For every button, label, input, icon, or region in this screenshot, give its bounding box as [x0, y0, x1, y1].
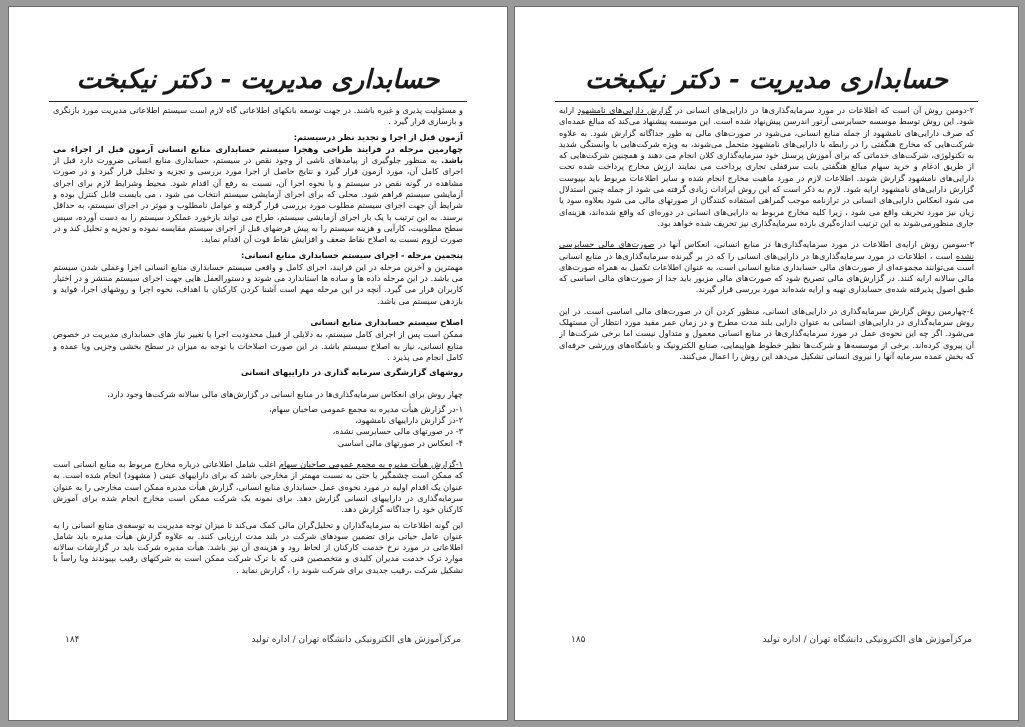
report-paragraph: [53, 459, 463, 515]
page-185: [514, 6, 1019, 721]
list-item: ۲-در گزارش داراییهای نامشهود،: [355, 415, 463, 426]
page-body: [53, 105, 463, 640]
list-item: ۱-در گزارش هیأت مدیره به مجمع عمومی صاحبان سهام،: [269, 403, 463, 414]
method2-lead: ۲-دومین روش آن است که اطلاعات در مورد سرمایه‌گذاری‌ها در دارایی‌های انسانی در: [675, 105, 974, 115]
methods-title: روشهای گزارشگری سرمایه گذاری در داراییهای انسانی: [240, 367, 463, 378]
stage5-title: پنجمین مرحله - اجرای سیستم حسابداری منابع انسانی:: [240, 249, 463, 260]
method2-body: ارایه شود. این روش توسط موسسه حسابرسی آرتور اندرسن پیش‌نهاد شده است. این موسسه پیشنهاد می‌کند که مبالغ عمده‌ای که صرف دارایی‌های نامشهود از جمله منابع انسانی، می‌شود در صورت‌های مالی به طور جداگانه گزارش شود. به علاوه شرکت‌هایی که مخارج هنگفتی را در رابطه با دارایی‌های نامشهود متحمل می‌شوند، به ویژه شرکت‌هایی با وابستگی شدید به تکنولوژی، شرکت‌های خدماتی که برای آموزش پرسنل خود سرمایه‌گذاری کلان انجام می دهند و همچنین شرکت‌هایی که از طریق ادغام و خرید سهام مبالغ هنگفتی بابت سرقفلی تجاری پرداخت می نمایند ارزش مخارج پرداخت شده تحت دارایی‌های نامشهود گزارش شوند. اطلاعات لازم در مورد ماهیت مخارج انجام شده و سایر اطلاعات مربوط باید بپیوست گزارش دارایی‌های نامشهود ارایه شود.: [559, 105, 974, 195]
methods-list: [53, 404, 463, 449]
methods-intro: چهار روش برای انعکاس سرمایه‌گذاری‌ها در منابع انسانی در گزارش‌های مالی سالانه شرکت‌ها وجود دارد،: [107, 388, 463, 399]
reform-body: ممکن است پس از اجرای کامل سیستم، به دلایلی از قبیل محدودیت اجرا یا تغییر نیاز های حسابداری مدیریت در خصوص منابع انسانی، نیاز به اصلاح سیستم باشد. در این صورت اصلاحات با توجه به میزان در سطح بخشی وجزیی ویا عمده و کامل انجام می پذیرد .: [53, 329, 463, 362]
stage4-title: چهارمین مرحله در فرایند طراحی وهجرا سیستم حسابداری منابع انسانی آزمون قبل از اجراء می باشد.: [53, 143, 463, 166]
method3-body: است ، اطلاعات در مورد سرمایه‌گذاری‌ها در دارایی‌های انسانی را که در بر گیرنده سرمایه‌گذاری‌ها در منابع انسانی است می‌توانند مجموعه‌ای از صورت‌های مالی حسابداری منابع انسانی است، به عنوان اطلاعات تکمیل به همراه صورت‌های مالی سالانه ارایه کنند. در گزارش‌های مالی تصریح شود که صورت‌های مالی مزبور باید جدا از صورت‌های مالی اساسی که طبق اصول پذیرفته شده‌ی حسابداری تهیه و ارایه شده‌اند مورد بررسی قرار گیرند.: [559, 250, 974, 295]
reform-title: اصلاح سیستم حسابداری منابع انسانی: [310, 317, 463, 328]
header-divider: [49, 101, 467, 102]
report-body: اغلب شامل اطلاعاتی درباره مخارج مربوط به منابع انسانی است که ممکن است چشمگیر یا حتی به نسبت مهمتر از مخارجی باشد که برای داراییهای عینی ( مشهود) انجام شده است. به عنوان یک اقدام اولیه در مورد نحوه‌ی عمل حسابداری منابع انسانی، گزارش هیأت مدیره ممکن است مخارجی را به عنوان سرمایه‌گذاری در داراییهای انسانی گزارش دهد. برای نمونه یک شرکت ممکن است مخارج انجام شده برای آموزش کارکنان خود را جداگانه گزارش دهد.: [53, 459, 463, 515]
page-number: ۱۸۵: [571, 635, 586, 645]
stage4-body: به منظور جلوگیری از پیامدهای ناشی از وجود نقص در سیستم، حسابداری منابع انسانی ضرورت دارد قبل از اجرای کامل آن، مورد آزمون قرار گیرد و نتایج حاصل از اجرا مورد بررسی و تجزیه و تحلیل قرار گیرد و در صورت مشاهده در گونه نقص در سیستم و یا نحوه اجرا آن، نسبت به رفع آن اقدام شود. محیط وشرایط لازم برای اجرای آزمایشی سیستم فراهم شود. محلی که برای اجرای آزمایشی سیستم انتخاب می شود ، می بایست قابل کنترل بوده و شرایط آن جهت اجرای سیستم مطلوب مورد بررسی قرار گرفته و عوامل نامطلوب و موثر در اجرای سیستم، به حداقل برسند. به این ترتیب با یک بار اجرای آزمایشی سیستم، طراح می تواند بازخورد عملکرد سیستم را به دست آورده، سپس سطح مطلوبیت، کارآیی و هزینه سیستم را به پیش فرضهای قبل از اجرای سیستم مقایسه نموده و تجزیه و تحلیل کند و در صورت لزوم نسبت به اصلاح نقاط ضعف و افزایش نقاط قوت آن اقدام نماید.: [53, 155, 463, 245]
stage5-body: مهمترین و آخرین مرحله در این فرایند، اجرای کامل و واقعی سیستم حسابداری منابع انسانی اجرا وعملی شدن سیستم می باشد. در این مرحله داده ها و ساده ها استاندارد می شوند و دستورالعمل هایی جهت اجرای سیستم منتشر و در اختیار کاربران قرار می گیرد. آنچه در این مرحله مهم است آشنا کردن کارکنان با اهداف، نحوه اجرا و روشهای اجرا، فواید و بازدهی سیستم می باشد.: [53, 261, 463, 306]
footer-text: مرکزآموزش های الکترونیکی دانشگاه تهران / اداره تولید: [762, 635, 972, 645]
page-184: [8, 6, 508, 721]
page-header: حسابداری مدیریت - دکتر نیکبخت: [76, 65, 440, 95]
footer-text: مرکزآموزش های الکترونیکی دانشگاه تهران / اداره تولید: [251, 635, 461, 645]
report-body-2: این گونه اطلاعات به سرمایه‌گذاران و تحلیل‌گران مالی کمک می‌کند تا میزان توجه مدیریت به توسعه‌ی منابع انسانی را به عنوان عامل حیاتی برای تضمین سودهای شرکت در بلند مدت ارزیابی کنند. به علاوه گزارش هیأت مدیره باید شامل اطلاعاتی در مورد نرخ خدمت کارکنان از لحاظ رود و هزینه‌ی آن نیز باشد. هیأت مدیره شرکت باید در گزارشات سالانه موارد ترک خدمت مدیران کلیدی و متخصصین فنی که با ترک شرکت ممکن است به شرکتهای رقیب بپیوندند ویا راساً با تشکیل شرکت ،رقیب جدیدی برای شرکت شوند را ، گزارش نماید .: [53, 519, 463, 575]
header-divider: [555, 101, 978, 102]
list-item: ۴- انعکاس در صورتهای مالی اساسی: [337, 437, 463, 448]
method4-paragraph: ٤-چهارمین روش گزارش سرمایه‌گذاری در دارایی‌های انسانی، منظور کردن آن در صورت‌های مالی اساسی است. در این روش سرمایه‌گذاری در دارایی‌های انسانی به عنوان دارایی بلند مدت مطرح و در زمان عمر مفید مورد انتظار آن مستهلک می‌شود. اگر چه این نحوه‌ی عمل در مورد سرمایه‌گذاری‌ها در منابع انسانی معمول و متداول نیست اما برخی شرکت‌ها از آن پیروی کرده‌اند. برخی از موسسه‌ها و شرکت‌ها نظیر خطوط هواپیمایی، صنایع الکترونیک و باشگاه‌های ورزشی حرفه‌ای که بخش عمده سرمایه آنها را نیروی انسانی تشکیل می‌دهد این روش را اعمال می‌کنند.: [559, 305, 974, 361]
stage4-paragraph: [53, 144, 463, 246]
page-header: حسابداری مدیریت - دکتر نیکبخت: [585, 65, 948, 95]
page-number: ۱۸۴: [65, 635, 80, 645]
intro-paragraph: و مسئولیت پذیری و غیره باشند. در جهت توسعه بانکهای اطلاعاتی گاه لازم است سیستم اطلاعاتی مدیریت مورد بازنگری و بازسازی قرار گیرد .: [53, 105, 463, 127]
method2-term: گزارش دارایی‌های نامشهود: [577, 105, 672, 115]
method2-tail: لازم به ذکر است که این روش ایرادات زیادی گرفته می شود از جمله چنین استدلال می شود انعکاس دارایی‌های انسانی در ترازنامه موجب گمراهی استفاده کنندگان از صورتهای مالی می شود بعلاوه سود یا زیان نیز مورد تحریف واقع می شود ، زیرا کلیه مخارج مربوط به دارایی‌های انسانی در دوره‌ای که واقع شده‌اند، هزینه‌ای جاری منظورمی‌شوند به این ترتیب اندازه‌گیری بازده سرمایه‌گذاری نیز تحریف شده خواهد بود.: [559, 184, 974, 228]
method3-paragraph: [559, 239, 974, 295]
method3-term: صورت‌های مالی حسابرسی نشده: [559, 239, 974, 261]
section-heading-test: آزمون قبل از اجرا و تجدید نظر درسیستم:: [293, 131, 463, 142]
method2-paragraph: [559, 105, 974, 229]
list-item: ۳- در صورتهای مالی حسابرسی نشده،: [332, 426, 463, 437]
page-body: [559, 105, 974, 640]
report-title: ۱-گزارش هیأت مدیره به مجمع عمومی صاحبان سهام: [278, 459, 463, 470]
method3-lead: ۳-سومین روش ارایه‌ی اطلاعات در مورد سرمایه‌گذاری‌ها در منابع انسانی، انعکاس آنها در: [658, 239, 974, 250]
